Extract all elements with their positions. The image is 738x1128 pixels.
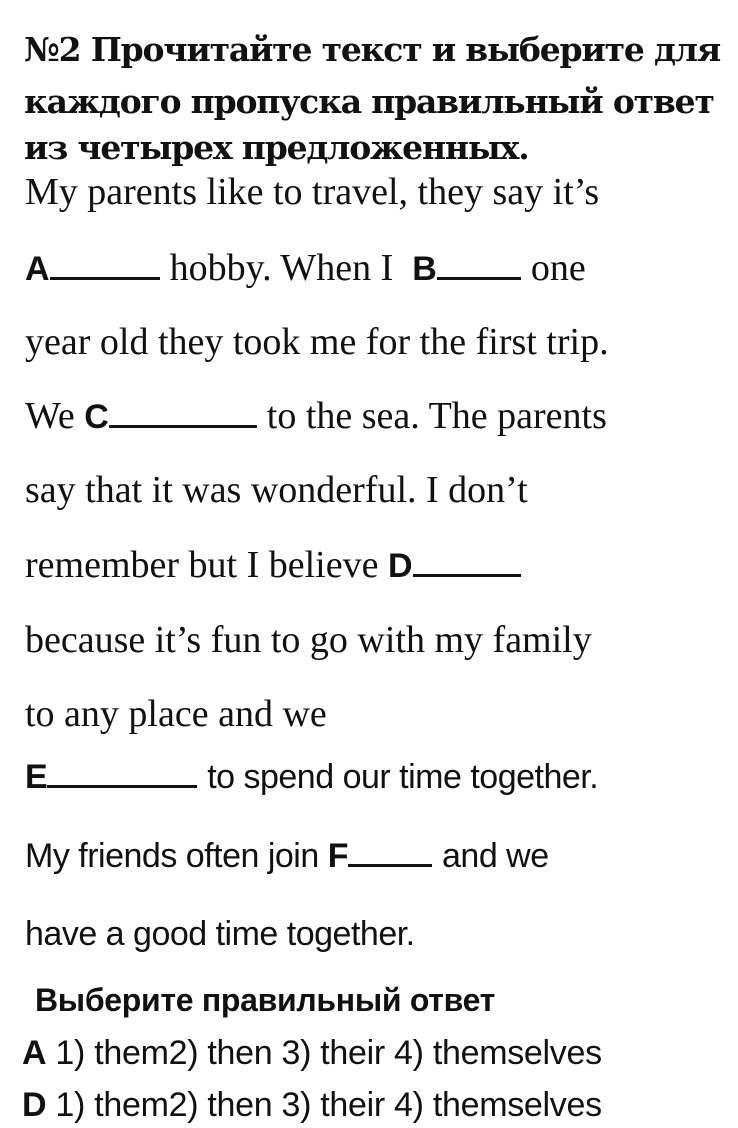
passage-line-4	[25, 394, 607, 438]
answers-heading: Выберите правильный ответ	[35, 982, 496, 1018]
answer-row-d	[22, 1086, 602, 1125]
gap-label-f: F	[327, 837, 348, 875]
answer-options: 1) them2) then 3) their 4) themselves	[55, 1034, 602, 1072]
passage-line-10	[25, 837, 549, 876]
passage-text: one	[530, 247, 586, 289]
answer-letter: D	[22, 1086, 47, 1124]
gap-blank-c	[109, 423, 257, 428]
answer-options: 1) them2) then 3) their 4) themselves	[55, 1086, 602, 1124]
task-title-line-3: из четырех предложенных.	[24, 128, 529, 167]
passage-line-6	[25, 543, 531, 587]
gap-label-c: C	[84, 398, 109, 436]
gap-label-b: B	[412, 250, 437, 288]
gap-label-e: E	[25, 758, 48, 796]
gap-blank-e	[47, 783, 197, 788]
answer-row-a	[22, 1034, 602, 1073]
task-title-line-1: №2 Прочитайте текст и выберите для	[24, 30, 721, 69]
passage-text: remember but I believe	[25, 544, 379, 586]
passage-text: hobby. When I	[169, 247, 394, 289]
gap-label-a: A	[25, 250, 50, 288]
gap-blank-d	[413, 572, 521, 577]
passage-line-1: My parents like to travel, they say it’s	[25, 171, 600, 213]
passage-text: and we	[442, 837, 549, 875]
gap-blank-f	[348, 862, 432, 867]
passage-text: We	[25, 395, 75, 437]
passage-line-2	[25, 246, 586, 290]
passage-text: My friends often join	[25, 837, 319, 875]
gap-blank-b	[437, 275, 521, 280]
passage-line-9	[25, 758, 598, 797]
passage-text: to spend our time together.	[207, 758, 599, 796]
gap-label-d: D	[387, 547, 413, 585]
passage-line-5: say that it was wonderful. I don’t	[25, 469, 528, 511]
passage-text: to the sea. The parents	[266, 395, 607, 437]
answer-letter: A	[22, 1034, 47, 1072]
passage-line-8: to any place and we	[25, 693, 327, 735]
task-title-line-2: каждого пропуска правильный ответ	[24, 82, 714, 121]
passage-line-7: because it’s fun to go with my family	[25, 619, 592, 661]
passage-line-11: have a good time together.	[25, 915, 415, 953]
gap-blank-a	[50, 275, 160, 280]
passage-line-3: year old they took me for the first trip.	[25, 321, 609, 363]
